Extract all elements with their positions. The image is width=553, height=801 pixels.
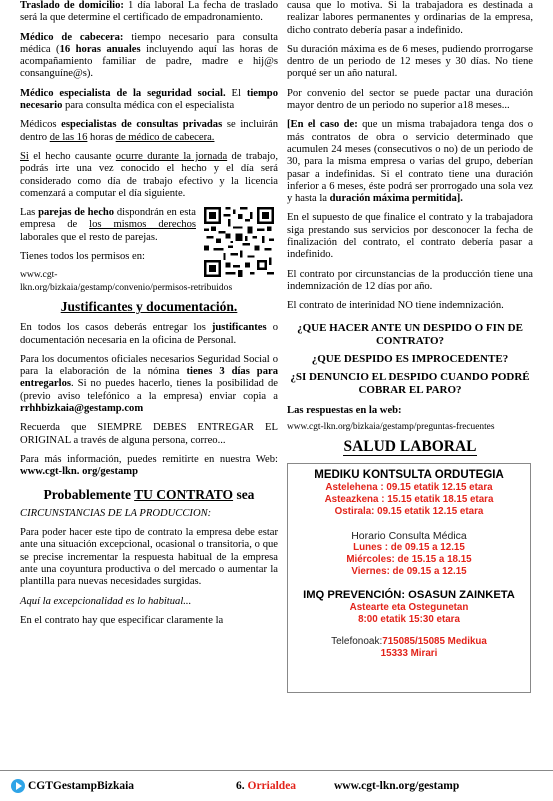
paragraph-medico-cabecera: Médico de cabecera: tiempo necesario para consulta médica (16 horas anuales incluyendo aquí las horas de acompañamiento familiar de padre, madre e hij@s consanguíne@s). xyxy=(20,31,278,80)
schedule-line: Viernes: de 09.15 a 12.15 xyxy=(351,566,467,578)
schedule-line: Ostirala: 09.15 etatik 12.15 etara xyxy=(334,506,484,518)
right-column xyxy=(287,0,533,693)
question-despido: ¿QUE HACER ANTE UN DESPIDO O FIN DE CONTRATO? xyxy=(297,321,523,347)
paragraph-hecho-causante: Si el hecho causante ocurre durante la jornada de trabajo, podrás irte una vez conocido el hecho y el día será considerado como día de trabajo efectivo y la licencia comenzará a computar el día siguiente. xyxy=(20,150,278,199)
imq-line: Astearte eta Ostegunetan xyxy=(349,602,469,614)
heading-salud-laboral: SALUD LABORAL xyxy=(343,438,477,456)
schedule-line: Astelehena : 09.15 etatik 12.15 etara xyxy=(325,482,493,494)
schedule-line: Asteazkena : 15.15 etatik 18.15 etara xyxy=(324,494,494,506)
question-improcedente: ¿QUE DESPIDO ES IMPROCEDENTE? xyxy=(311,352,509,365)
qr-code-icon[interactable] xyxy=(204,207,274,277)
twitter-icon[interactable] xyxy=(11,779,25,793)
schedule-line: Miércoles: de 15.15 a 18.15 xyxy=(346,554,472,566)
paragraph-en-el-caso: [En el caso de: que un misma trabajadora tenga dos o más contratos de obra o servicio determinado que acumulen 24 meses (consecutivos o no) de un periodo de 30, para la misma empresa o varias del grupo, deberían pasar a indefinidas. Si el contrato tiene una duración inferior a 6 meses, éste podrá ser prorrogado una sola vez y hasta la duración máxima permitida]. xyxy=(287,119,533,205)
paragraph-especialistas-privados: Médicos especialistas de consultas privadas se incluirán dentro de las 16 horas de médico de cabecera. xyxy=(20,119,278,143)
paragraph-respuestas: Las respuestas en la web: xyxy=(287,404,402,416)
schedule-title-eu: MEDIKU KONTSULTA ORDUTEGIA xyxy=(314,469,504,482)
link-preguntas-frecuentes[interactable]: www.cgt-lkn.org/bizkaia/gestamp/preguntas-frecuentes xyxy=(287,421,495,432)
subheading-circunstancias: CIRCUNSTANCIAS DE LA PRODUCCION: xyxy=(20,507,212,519)
paragraph-documentos-oficiales: Para los documentos oficiales necesarios Seguridad Social o para la elaboración de la nómina tienes 3 días para entregarlos. Si no puedes hacerlo, tienes la posibilidad de (previo aviso telefónico a la empresa) enviar copia a rrhhbizkaia@gestamp.com xyxy=(20,353,278,415)
page-number: 6. Orrialdea xyxy=(236,780,297,792)
paragraph-mas-info: Para más información, puedes remitirte en nuestra Web: www.cgt-lkn. org/gestamp xyxy=(20,453,278,478)
medical-schedule-box xyxy=(287,463,531,693)
paragraph-supuesto: En el supuesto de que finalice el contrato y la trabajadora siga prestando sus servicios por desconocer la fecha de finalización del contrato, el contrato debería pasar a indefinido. xyxy=(287,212,533,261)
paragraph-justificantes: En todos los casos deberás entregar los justificantes o documentación necesaria en la oficina de Personal. xyxy=(20,322,278,346)
paragraph-excepcionalidad: Aquí la excepcionalidad es lo habitual... xyxy=(20,595,192,607)
paragraph-indemnizacion: El contrato por circunstancias de la producción tiene una indemnización de 12 días por año. xyxy=(287,268,533,292)
paragraph-convenio: Por convenio del sector se puede pactar una duración mayor dentro de un periodo no superior a18 meses... xyxy=(287,87,533,112)
paragraph-causa: causa que lo motiva. Si la trabajadora es destinada a realizar labores permanentes y ordinarias de la empresa, dicho contrato debería pasar a indefinido. xyxy=(287,0,533,36)
left-column xyxy=(20,0,278,634)
paragraph-interinidad: El contrato de interinidad NO tiene indemnización. xyxy=(287,300,504,312)
phone-line-2: 15333 Mirari xyxy=(380,648,438,660)
imq-line: 8:00 etatik 15:30 etara xyxy=(358,614,460,626)
email-link[interactable]: rrhhbizkaia@gestamp.com xyxy=(20,403,144,415)
web-link[interactable]: www.cgt-lkn. org/gestamp xyxy=(20,466,138,478)
paragraph-parejas-hecho: Las parejas de hecho dispondrán en esta empresa de los mismos derechos laborales que el resto de parejas. xyxy=(20,207,196,243)
paragraph-original: Recuerda que SIEMPRE DEBES ENTREGAR EL ORIGINAL a través de alguna persona, correo... xyxy=(20,422,278,446)
footer-handle[interactable]: CGTGestampBizkaia xyxy=(28,780,135,792)
question-paro: ¿SI DENUNCIO EL DESPIDO CUANDO PODRÉ COBRAR EL PARO? xyxy=(290,370,530,396)
paragraph-especificar: En el contrato hay que especificar claramente la xyxy=(20,614,224,626)
link-permisos-retribuidos[interactable]: www.cgt-lkn.org/bizkaia/gestamp/convenio/permisos-retribuidos xyxy=(20,269,233,293)
schedule-line: Lunes : de 09.15 a 12.15 xyxy=(353,542,465,554)
footer-web-link[interactable]: www.cgt-lkn.org/gestamp xyxy=(334,780,460,792)
paragraph-permisos: Tienes todos los permisos en: xyxy=(20,251,145,263)
schedule-title-es: Horario Consulta Médica xyxy=(351,530,467,543)
paragraph-duracion: Su duración máxima es de 6 meses, pudiendo prorrogarse dentro de un periodo de 12 meses y 30 días. No tiene porqué ser un año natural. xyxy=(287,43,533,80)
heading-contrato: Probablemente TU CONTRATO sea xyxy=(43,486,255,502)
paragraph-especialista-ss: Médico especialista de la seguridad social. El tiempo necesario para consulta médica con el especialista xyxy=(20,87,278,112)
heading-justificantes: Justificantes y documentación. xyxy=(60,298,238,314)
footer xyxy=(0,770,553,801)
phone-line: Telefonoak:715085/15085 Medikua xyxy=(331,636,487,648)
paragraph-contrato-excepcional: Para poder hacer este tipo de contrato la empresa debe estar ante una situación excepcional, ocasional o transitoria, o que se precise incrementar la respuesta habitual de la empresa ante una coyuntura productiva o del mercado o aumentar la plantilla para nuevas necesidades surgidas. xyxy=(20,527,278,588)
paragraph-traslado: Traslado de domicilio: 1 día laboral La fecha de traslado será la que determine el certificado de empadronamiento. xyxy=(20,0,278,24)
imq-title: IMQ PREVENCIÓN: OSASUN ZAINKETA xyxy=(303,589,515,602)
